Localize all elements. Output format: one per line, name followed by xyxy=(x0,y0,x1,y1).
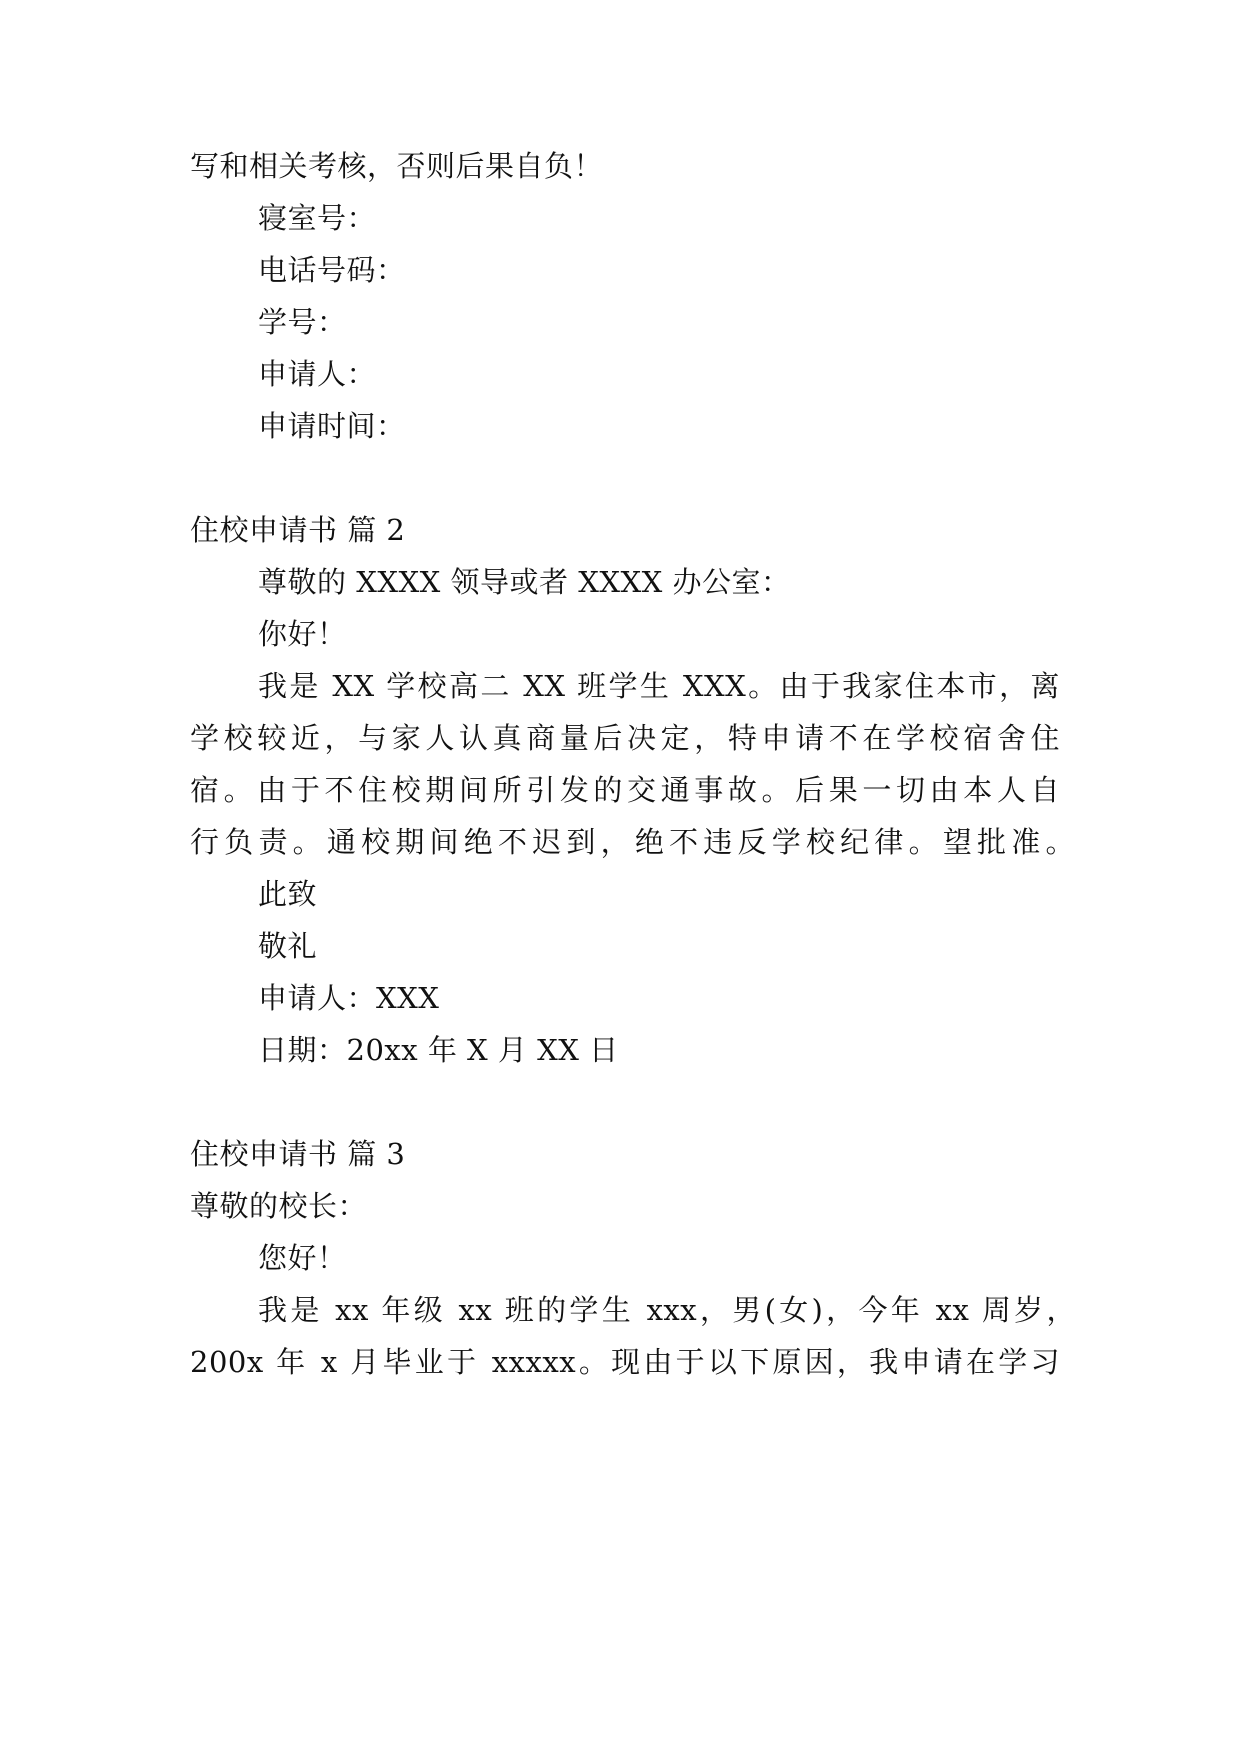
section2-body-line: 宿。由于不住校期间所引发的交通事故。后果一切由本人自 xyxy=(190,773,1060,807)
section2-date: 日期：20xx 年 X 月 XX 日 xyxy=(258,1033,619,1067)
section2-heading: 住校申请书 篇 2 xyxy=(190,513,406,547)
section3-salutation: 尊敬的校长： xyxy=(190,1189,368,1223)
form-field-phone: 电话号码： xyxy=(258,253,406,287)
section2-body-line: 学校较近，与家人认真商量后决定，特申请不在学校宿舍住 xyxy=(190,721,1060,755)
form-field-date: 申请时间： xyxy=(258,409,406,443)
form-field-student-id: 学号： xyxy=(258,305,347,339)
section3-body-line: 200x 年 x 月毕业于 xxxxx。现由于以下原因，我申请在学习 xyxy=(190,1345,1060,1379)
section3-body-line: 我是 xx 年级 xx 班的学生 xxx，男(女)，今年 xx 周岁， xyxy=(258,1293,1076,1327)
section3-greeting: 您好！ xyxy=(258,1241,347,1275)
section2-body-line: 行负责。通校期间绝不迟到，绝不违反学校纪律。望批准。 xyxy=(190,825,1075,859)
section2-applicant: 申请人：XXX xyxy=(258,981,440,1015)
section2-greeting: 你好！ xyxy=(258,617,347,651)
continued-line: 写和相关考核，否则后果自负！ xyxy=(190,149,604,183)
section2-closing: 敬礼 xyxy=(258,929,318,963)
section2-body-line: 我是 XX 学校高二 XX 班学生 XXX。由于我家住本市，离 xyxy=(258,669,1060,703)
section2-salutation: 尊敬的 XXXX 领导或者 XXXX 办公室： xyxy=(258,565,791,599)
form-field-dorm: 寝室号： xyxy=(258,201,377,235)
form-field-applicant: 申请人： xyxy=(258,357,377,391)
section3-heading: 住校申请书 篇 3 xyxy=(190,1137,406,1171)
section2-closing: 此致 xyxy=(258,877,318,911)
